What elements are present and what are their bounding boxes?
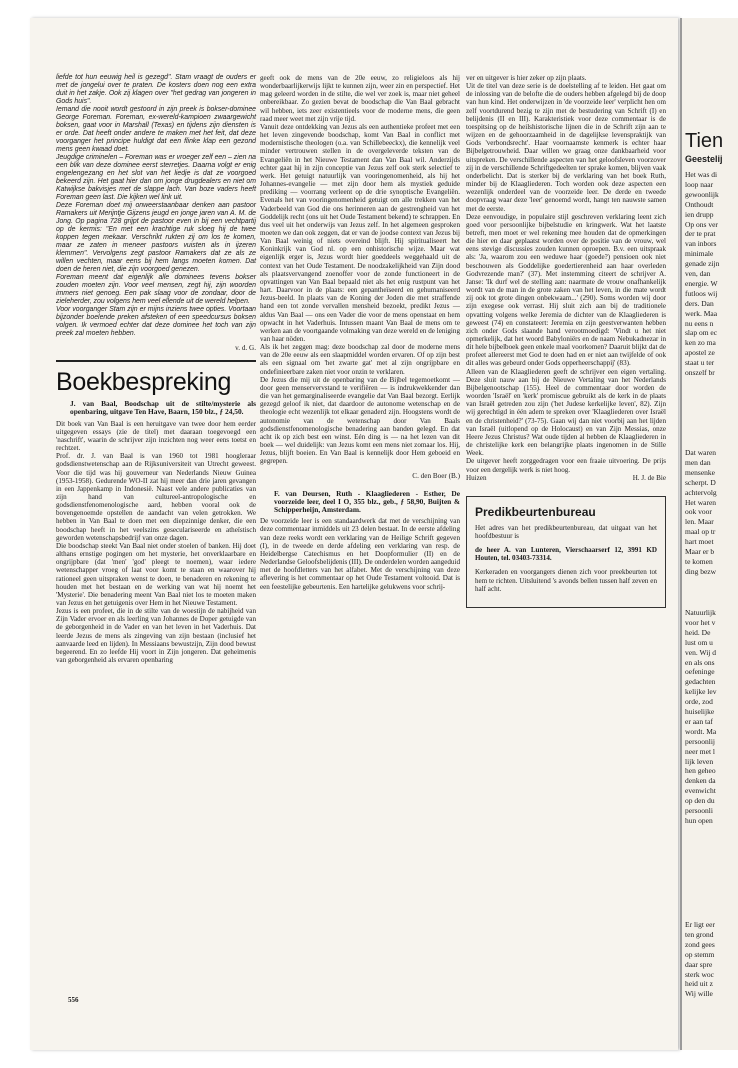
paragraph: Vanuit deze ontdekking van Jezus als een authentieke profeet met een het leven zingevende boodschap, komt Van Baal in conflict met modernistische theologen (o.a. van Schillebeeckx), die kennelijk veel minder vertrouwen stellen in de overgeleverde teksten van de Evangeliën in het Nieuwe Testament dan Van Baal wil. Anderzijds echter gaat hij in zijn conceptie van Jezus zelf ook sterk selectief te werk. Het getuigt natuurlijk van vooringenomenheid, als hij het Johannes-evangelie — met zijn door hem als mystiek geduide prediking — voorrang verleent op de drie synoptische Evangeliën. Evenals het van vooringenomenheid getuigt om alle trekken van het Vaderbeeld van God die ons herinneren aan de gestrengheid van het Goddelijk recht (ons uit het Oude Testament bekend) te schrappen. En dus veel uit het onderwijs van Jezus zelf. In het algemeen gesproken moeten we dan ook zeggen, dat er van de joodse context van Jezus bij Van Baal weinig of niets overeind blijft. Hij spiritualiseert het Koninkrijk van God nl. op een onhistorische wijze. Maar wat eigenlijk erger is, Jezus wordt hier goeddeels weggehaald uit de context van het Oude Testament. De noodzakelijkheid van Zijn dood als plaatsvervangend zoenoffer voor de zonde functioneert in de opvattingen van Van Baal bepaald niet als het enig rustpunt van het hart. Daarvoor in de plaats: een gepantheïseerd en gehumaniseerd Jezus-beeld. In plaats van de Koning der Joden die met straffende hand een tot zonde vervallen mensheid bezoekt, predikt Jezus — aldus Van Baal — ons een Vader die voor de mens openstaat en hem opwacht in het Vaderhuis. Intussen maant Van Baal de mens om te werken aan de voortgaande volmaking van deze wereld en de leniging van haar nöden.	[260, 122, 460, 343]
adjacent-line: voor het v	[685, 617, 716, 627]
column-signature: v. d. G.	[235, 344, 256, 352]
paragraph: geeft ook de mens van de 20e eeuw, zo religieloos als hij wonderbaarlijkerwijs lijkt te kunnen zijn, weer zin en perspectief. Het mag geleerd worden in de stilte, die wel ver zoek is, maar niet geheel onbereikbaar. Zo gezien bevat de boodschap die Van Baal gebracht wil hebben, iets zeer existentieels voor de moderne mens, die geen raad meer weet met zijn vrije tijd.	[260, 74, 460, 123]
section-divider	[56, 360, 256, 362]
adjacent-line: lust om u	[685, 637, 713, 647]
adjacent-line: van inbors	[685, 239, 717, 249]
paragraph: Jeugdige criminelen – Foreman was er vroeger zelf een – zien na een blik van deze dominee eerst sterretjes. Daarna volgt er enig engelengezang en het slot van het liedje is dat ze voorgoed bekeerd zijn. Het gaat hier dan om jonge drugdealers en niet om Katwijkse bakvisjes met de slappe lach. Van boze vaders heeft Foreman geen last. Die kijken wel link uit.	[56, 154, 256, 201]
adjacent-line: evenwicht	[685, 786, 716, 796]
adjacent-line: ien drupp	[685, 209, 714, 219]
page-number: 556	[68, 996, 79, 1004]
adjacent-subtitle: Geestelij	[685, 154, 723, 164]
adjacent-page	[680, 18, 738, 1050]
adjacent-line: hen geheo	[685, 766, 716, 776]
adjacent-line: en als ons	[685, 657, 715, 667]
adjacent-line: ding bezw	[685, 566, 717, 576]
paragraph: De uitgever heeft zorggedragen voor een fraaie uitvoering. De prijs voor een dergelijk werk is niet hoog.	[466, 457, 666, 474]
adjacent-line: der te prat	[685, 229, 716, 239]
adjacent-line: energie. W	[685, 278, 718, 288]
adjacent-line: wordt. Ma	[685, 726, 717, 736]
adjacent-line: gewoonlijk	[685, 189, 719, 199]
adjacent-line: persoonlij	[685, 736, 715, 746]
adjacent-line: op den du	[685, 796, 715, 806]
adjacent-line: kelijke lev	[685, 687, 717, 697]
adjacent-line: Natuurlijk	[685, 608, 716, 617]
paragraph: Iemand die nooit wordt gestoord in zijn preek is bokser-dominee George Foreman. Foreman, ex-wereld-kampioen zwaargewicht boksen, gaat voor in Marshall (Texas) en tijdens zijn diensten is er orde. Dat heeft onder andere te maken met het feit, dat deze voorganger het principe huldigt dat een flinke klap een gezond mens geen kwaad doet.	[56, 106, 256, 153]
adjacent-line: oefeninge	[685, 667, 715, 677]
adjacent-line: huiselijke	[685, 707, 715, 716]
adjacent-title: Tien	[685, 130, 724, 152]
review-signature: C. den Boer (B.)	[412, 471, 460, 480]
review-heading: J. van Baal, Boodschap uit de stilte/mysterie als openbaring, uitgave Ten Have, Baarn, 150 blz., ƒ 24,50.	[70, 399, 256, 417]
adjacent-line: Het waren	[685, 497, 717, 507]
adjacent-line: heid uit z	[685, 979, 713, 989]
adjacent-line: hun open	[685, 815, 713, 825]
column-1	[56, 74, 256, 664]
adjacent-line: mensenke	[685, 467, 715, 477]
adjacent-line: denken da	[685, 776, 716, 786]
paragraph: Die boodschap steekt Van Baal niet onder stoelen of banken. Hij doet althans ernstige pogingen om het mysterie, het onverklaarbare en ongrijpbare (dat 'men' 'god' pleegt te noemen), waar iedere wetenschapper vroeg of laat voor komt te staan en waarover hij rationeel geen uitspraken wenst te doen, te benaderen en rekening te houden met het bestaan en de werking van wat hij noemt het 'Mysterie'. Die benadering meent Van Baal niet los te moeten maken van Jezus en het getuigenis over Hem in het Nieuwe Testament.	[56, 541, 256, 607]
adjacent-line: achtervolg	[685, 487, 717, 497]
paragraph: Uit de titel van deze serie is de doelstelling af te leiden. Het gaat om de inlossing van de belofte die de ouders hebben afgelegd bij de doop van hun kind. Het onderwijzen in 'de voorzeide leer' verplicht hen om zelf voortdurend bezig te zijn met de bestudering van Schrift (I) en belijdenis (II en III). Karakteristiek voor deze commentaar is de toespitsing op de heilshistorische lijnen die in de Schrift zijn aan te wijzen en de gehoorzaamheid in de dagelijkse levenspraktijk van Gods 'verbondsrecht'. Haar voornaamste kenmerk is echter haar Bijbelgetrouwheid. Daar willen we graag onze dankbaarheid voor uitspreken. De verschillende aspecten van het geloofsleven voorzover zij in de verschillende Schriftgedeelten ter sprake komen, blijven vaak onderbelicht. Dat is sterker bij de verklaring van het boek Ruth, minder bij de Klaagliederen. Toch worden ook deze aspecten een wezenlijk onderdeel van de voorzeide leer. De derde en tweede doopvraag waar deze 'leer' genoemd wordt, hangt ten nauwste samen met de eerste.	[466, 82, 666, 213]
paragraph: Alleen van de Klaagliederen geeft de schrijver een eigen vertaling. Deze sluit nauw aan bij de Nieuwe Vertaling van het Nederlands Bijbelgenootschap (155). Heel de commentaar door worden de woorden 'Israël' en 'kerk' promiscue gebruikt als de kerk in de plaats van Israël getreden zou zijn ('het Judese kerkelijke leven', 82). Zijn wij gerechtigd in één adem te spreken over 'Klaagliederen over Israël en de christenheid?' (73-75). Gaan wij dan niet voorbij aan het lijden van Israël (uitlopend op de Holocaust) en van Zijn Messias, onze Heere Jezus Christus? Wat oude tijden al hebben de Klaagliederen in de christelijke kerk een belangrijke plaats ingenomen in de Stille Week.	[466, 367, 666, 458]
adjacent-line: loop naar	[685, 179, 714, 189]
adjacent-line: ven. Wij d	[685, 647, 717, 657]
adjacent-line: ken zo ma	[685, 338, 716, 348]
adjacent-line: ten grond	[685, 929, 714, 939]
adjacent-line: te komen	[685, 556, 713, 566]
box-text: Kerkeraden en voorgangers dienen zich voor preekbeurten tot hem te richten. Uitsluitend 's avonds bellen tussen half zeven en half acht.	[475, 568, 657, 593]
adjacent-line: sterk woc	[685, 969, 714, 979]
adjacent-line: Maar er b	[685, 547, 715, 556]
paragraph: Deze Foreman doet mij onweerstaanbaar denken aan pastoor Ramakers uit Merijntje Gijzens jeugd en jonge jaren van A. M. de Jong. Op pagina 728 grijpt de pastoor even in bij een vechtpartij op de kermis: "En met een krachtige ruk sloeg hij de twee koppen tegen mekaar. Verschrikt rukten zij om los te komen, maar ze zaten in meneer pastoors vuisten als in ijzeren klemmen". Vervolgens zegt pastoor Ramakers dat ze als ze willen vechten, maar eens bij hem langs moeten komen. Dat doen de heren niet, die zijn voorgoed genezen.	[56, 202, 256, 273]
column-3	[466, 74, 666, 608]
adjacent-line: neer met l	[685, 746, 715, 756]
adjacent-line: minimale	[685, 249, 714, 259]
adjacent-line: nu eens n	[685, 318, 714, 328]
box-title: Predikbeurtenbureau	[475, 504, 596, 519]
adjacent-line: gedachten	[685, 677, 716, 687]
column-text	[56, 74, 256, 338]
adjacent-line: Dat waren	[685, 448, 717, 457]
adjacent-line: onszelf br	[685, 368, 715, 377]
paragraph: Als ik het zeggen mag: deze boodschap zal door de moderne mens van de 20e eeuw als een slaapmiddel worden ervaren. Of op zijn best als een signaal om 'het zwarte gat' met al zijn ongrijpbare en ondefinieerbare zaken niet voor onzin te verklaren.	[260, 343, 460, 376]
adjacent-line: Op ons ver	[685, 219, 718, 229]
paragraph: Jezus is een profeet, die in de stilte van de woestijn de nabijheid van Zijn Vader ervoer en als leerling van Johannes de Doper getuigde van de geborgenheid in de Vader en van het leven in het Vaderhuis. Dat leerde Jezus de mens als zingeving van zijn bestaan (inclusief het aanvaarde leed en lijden). In Messiaans bewustzijn, Zijn dood bewust begeerend. En zo leefde Hij voort in Zijn jongeren. Dat geheimenis van geborgenheid als ervaren openbaring	[56, 607, 256, 665]
adjacent-line: orde, zod	[685, 697, 713, 707]
adjacent-line: op stemm	[685, 949, 715, 959]
review-signature	[466, 474, 666, 482]
paragraph: De Jezus die mij uit de openbaring van de Bijbel tegemoetkomt — door geen menservervstand te verifiëren — is indrukwekkender dan die van het gemarginaliseerde evangelie dat Van Baal bezorgt. Eerlijk gezegd geloof ik niet, dat daardoor de autonome wetenschap en de theologie echt wezenlijk tot elkaar genaderd zijn. Hoogstens wordt de autonomie van de wetenschap door Van Baals godsdienstfenomenologische benadering aan banden gelegd. En dat acht ik op zich best een winst. Eén ding is — na het lezen van dit boek — wel duidelijk: van Jezus komt een mens niet zomaar los. Hij, Jezus, blijft boeien. En Van Baal is kennelijk door Hem geboeid en gegrepen.	[260, 375, 460, 466]
adjacent-line: werk. Maa	[685, 308, 718, 318]
adjacent-line: scherpt. D	[685, 477, 716, 487]
adjacent-line: genade zijn	[685, 259, 720, 269]
signature-author: H. J. de Bie	[632, 473, 666, 482]
paragraph: Foreman meent dat eigenlijk alle dominees tevens bokser zouden moeten zijn. Voor veel mensen, zegt hij, zijn woorden immers niet genoeg. Een pak slaag voor de zondaar, door de zieleherder, zou volgens hem veel ellende uit de wereld helpen.	[56, 274, 256, 305]
adjacent-line: persoonli	[685, 806, 713, 815]
adjacent-line: len. Maar	[685, 517, 714, 527]
adjacent-line: lijk leven	[685, 756, 714, 766]
box-address: de heer A. van Lunteren, Vierschaarserf 12, 3991 KD Houten, tel. 03403-73314.	[475, 546, 657, 563]
paragraph: Deze eenvoudige, in populaire stijl geschreven verklaring leent zich goed voor persoonlijke bijbelstudie en kringwerk. Wat het laatste betreft, men moet er wel rekening mee houden dat de opmerkingen die hier en daar geplaatst worden over de positie van de vrouw, wel eens stevige discussies zouden kunnen oproepen. B.v. een uitspraak als: 'Ja, waarom zou een weduwe haar (goede?) pensioen ook niet beschouwen als Goddelijke goedertierenheid aan haar overleden Godvrezende man?' (37). Met instemming citeert de schrijver A. Janse: 'Ik durf wel de stelling aan: naarmate de vrouw onafhankelijk wordt van de man in de grote zaken van het leven, in die mate wordt zij ook tot grote dingen onbekwaam...' (290). Soms worden wij door zijn exegese ook verrast. Hij sluit zich aan bij de traditionele opvatting volgens welke Jeremia de dichter van de Klaagliederen is geweest (74) en constateert: Jeremia en zijn geestverwanten hebben zich onder Gods slaande hand verootmoedigd: 'Vindt u het niet opmerkelijk, dat het woord Babyloniërs en de naam Nebukadnezar in dit hele bijbelboek geen enkele maal voorkomen? Daaruit blijkt dat de profeet allereerst met God te doen had en er niet aan twijfelde of ook dit alles was gebeurd onder Gods opperheerschappij' (83).	[466, 212, 666, 368]
adjacent-line: maal op tr	[685, 527, 716, 537]
adjacent-line: Onthoudt	[685, 199, 714, 209]
adjacent-line: ook voor	[685, 507, 712, 517]
paragraph: Dit boek van Van Baal is een heruitgave van twee door hem eerder uitgegeven essays (zie de titel) met daaraan toegevoegd een 'naschrift', waarin de schrijver zijn inzichten nog weer eens toetst en rechtzet.	[56, 419, 256, 453]
paragraph: liefde tot hun eeuwig heil is gezegd". Stam vraagt de ouders er met de jongelui over te praten. De kosters doen nog een extra duit in het zakje. Ook zij klagen over "het gedrag van jongeren in Gods huis".	[56, 74, 256, 105]
adjacent-line: Wij wille	[685, 989, 713, 999]
box-text: Het adres van het predikbeurtenbureau, dat uitgaat van het hoofdbestuur is	[475, 523, 657, 540]
adjacent-line: men dan	[685, 457, 711, 467]
adjacent-line: apostel ze	[685, 348, 715, 358]
signature-place: Huizen	[466, 473, 487, 482]
adjacent-line: daar spre	[685, 959, 713, 969]
paragraph: Prof. dr. J. van Baal is van 1960 tot 1981 hoogleraar godsdienstwetenschap aan de Rijksuniversiteit van Utrecht geweest. Voor die tijd was hij gouverneur van Nederlands Nieuw Guinea (1953-1958). Gedurende WO-II zat hij meer dan drie jaren gevangen in een Jappenkamp in Indonesië. Naast vele andere publicaties van zijn hand van cultureel-antropologische en godsdienstfenomenologische aard, hebben vooral ook de bovengenoemde opstellen de aandacht van velen getrokken. We hebben in Van Baal te doen met een diepzinnige denker, die een boodschap heeft in het veelszins geseculariseerde en atheïstisch geworden wetenschapsbedrijf van onze dagen.	[56, 452, 256, 542]
paragraph: ver en uitgever is hier zeker op zijn plaats.	[466, 74, 587, 82]
adjacent-line: ders. Dan	[685, 298, 714, 308]
adjacent-line: heid. De	[685, 627, 711, 637]
announcement-box	[466, 496, 666, 608]
adjacent-line: staat u ter	[685, 358, 715, 368]
adjacent-line: hart moet	[685, 537, 714, 547]
magazine-page	[30, 18, 678, 1050]
adjacent-line: futloos wij	[685, 288, 718, 298]
section-heading: Boekbespreking	[56, 368, 232, 397]
review-heading: F. van Deursen, Ruth - Klaagliederen - Esther, De voorzeide leer, deel I O, 355 blz., geb., ƒ 58,90, Buijten & Schipperheijn, Amsterdam.	[274, 488, 460, 515]
adjacent-line: er aan taf	[685, 716, 713, 726]
paragraph: De voorzeide leer is een standaardwerk dat met de verschijning van deze commentaar inmiddels uit 23 delen bestaat. In de eerste afdeling van deze reeks wordt een verklaring van de Heilige Schrift gegeven (I), in de tweede en derde afdeling een verklaring van resp. de Heidelbergse Catechismus en het Doopformulier (II) en de Nederlandse Geloofsbelijdenis (III). De onderdelen worden aangeduid met de hoofdletters van het alfabet. Met de verschijning van deze aflevering is het commentaar op het Oude Testament voltooid. Dat is een feestelijke gebeurtenis. Een hartelijke gelukwens voor schrij-	[260, 517, 460, 591]
column-2	[260, 74, 460, 591]
adjacent-line: ven, dan	[685, 269, 711, 278]
adjacent-line: Het was di	[685, 170, 718, 179]
adjacent-line: zond gees	[685, 939, 715, 949]
adjacent-line: slap om ec	[685, 328, 718, 338]
paragraph: Voor voorganger Stam zijn er mijns inziens twee opties. Voortaan bijzonder boelende preken afsteken of een speedcursus boksen volgen. Ik vermoed echter dat deze dominee het toch van zijn preek zal moeten hebben.	[56, 306, 256, 337]
adjacent-line: Er ligt eer	[685, 920, 715, 929]
